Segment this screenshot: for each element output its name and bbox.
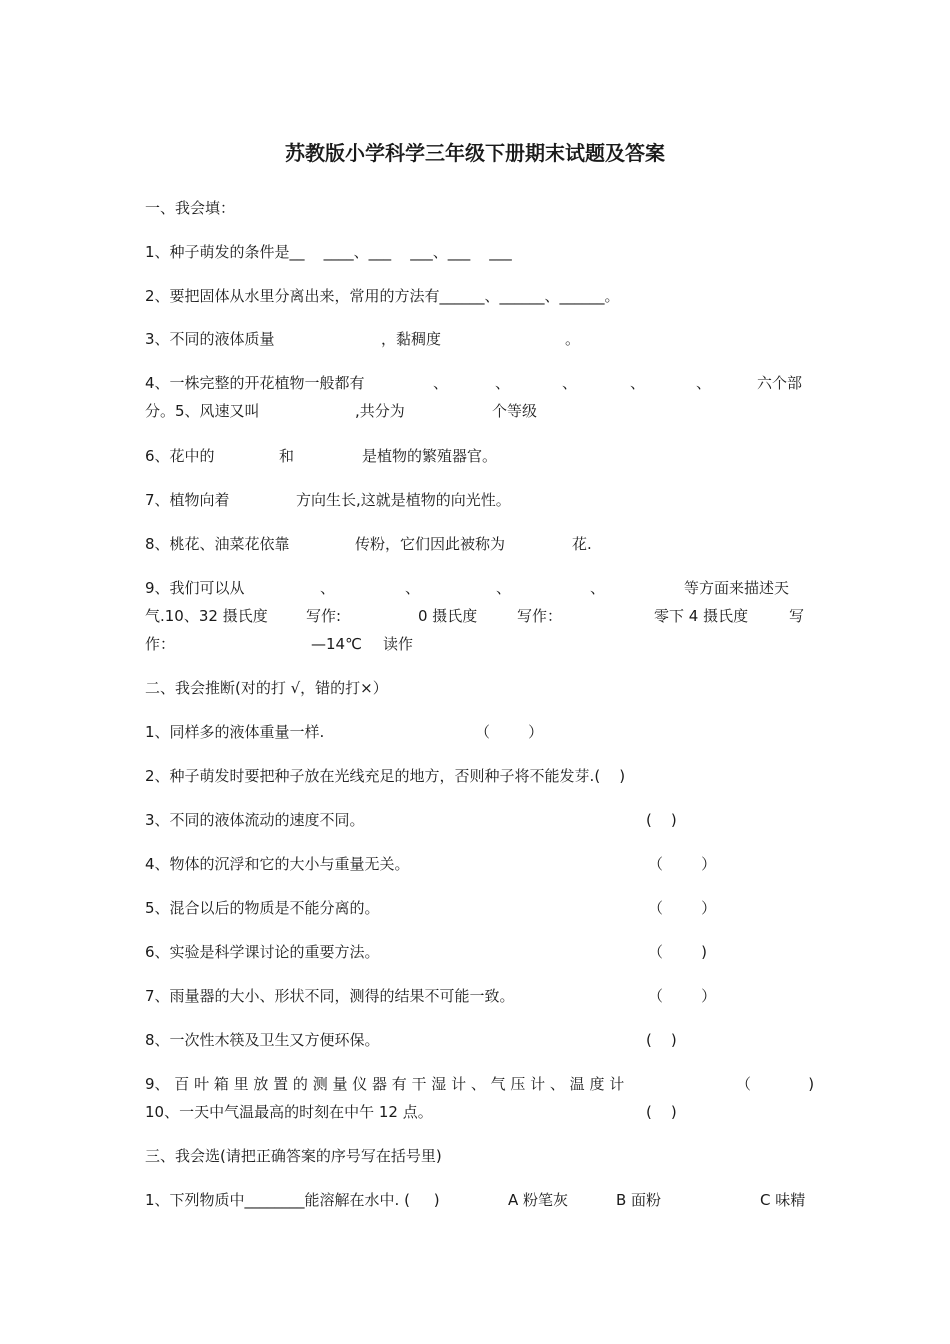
question-1-4-tail: 六个部 [757, 374, 803, 392]
question-1-10-e: 零下 4 摄氏度 [654, 607, 749, 625]
question-1-6-c: 是植物的繁殖器官。 [362, 447, 498, 465]
choice-option-b: B 面粉 [616, 1191, 662, 1209]
page-title: 苏教版小学科学三年级下册期末试题及答案 [285, 141, 665, 165]
judge-item-6: 6、实验是科学课讨论的重要方法。 [145, 943, 380, 961]
question-1-4-a: 4、一株完整的开花植物一般都有 [145, 374, 365, 392]
question-1-5-b: ,共分为 [355, 402, 405, 420]
judge-item-6-paren: （ ) [648, 943, 707, 961]
question-1-10b-a: 作： [145, 635, 176, 653]
question-1-7-a: 7、植物向着 [145, 491, 230, 509]
judge-item-3: 3、不同的液体流动的速度不同。 [145, 811, 365, 829]
question-1-4-sep4: 、 [630, 374, 646, 392]
question-1-4-sep2: 、 [495, 374, 511, 392]
choice-option-a: A 粉笔灰 [508, 1191, 569, 1209]
judge-item-5-paren: （ ） [648, 899, 717, 917]
question-1-6-a: 6、花中的 [145, 447, 215, 465]
judge-item-9-paren: （ ) [736, 1075, 815, 1093]
question-1-3-a: 3、不同的液体质量 [145, 330, 275, 348]
judge-item-8: 8、一次性木筷及卫生又方便环保。 [145, 1031, 380, 1049]
question-1-8-b: 传粉，它们因此被称为 [355, 535, 506, 553]
question-1-5-c: 个等级 [492, 402, 538, 420]
judge-item-7: 7、雨量器的大小、形状不同，测得的结果不可能一致。 [145, 987, 515, 1005]
question-1-4-sep3: 、 [562, 374, 578, 392]
question-1-9-sep2: 、 [405, 579, 421, 597]
question-1-8-a: 8、桃花、油菜花依靠 [145, 535, 290, 553]
question-1-10-c: 0 摄氏度 [418, 607, 478, 625]
question-1-10b-b: —14℃ [311, 635, 362, 653]
question-1-10-b: 写作: [306, 607, 342, 625]
question-1-10-a: 气.10、32 摄氏度 [145, 607, 268, 625]
judge-item-3-paren: ( ) [646, 811, 677, 829]
question-1-9-a: 9、我们可以从 [145, 579, 245, 597]
question-1-1: 1、种子萌发的条件是__ ____、___ ___、___ ___ [145, 243, 512, 261]
judge-item-9: 9、 百 叶 箱 里 放 置 的 测 量 仪 器 有 干 湿 计 、 气 压 计 、 温 度 计 [145, 1075, 625, 1093]
judge-item-10-paren: ( ) [646, 1103, 677, 1121]
question-1-4-sep1: 、 [433, 374, 449, 392]
question-1-7-b: 方向生长,这就是植物的向光性。 [296, 491, 511, 509]
choice-option-c: C 味精 [760, 1191, 806, 1209]
judge-item-5: 5、混合以后的物质是不能分离的。 [145, 899, 380, 917]
question-1-3-b: ，黏稠度 [381, 330, 442, 348]
question-1-5-a: 分。5、风速又叫 [145, 402, 260, 420]
judge-item-4-paren: （ ） [648, 855, 717, 873]
judge-item-1-paren: （ ） [475, 723, 544, 741]
question-1-10b-c: 读作 [383, 635, 414, 653]
question-1-10-d: 写作： [517, 607, 563, 625]
question-1-6-b: 和 [279, 447, 295, 465]
section3-heading: 三、我会选(请把正确答案的序号写在括号里) [145, 1147, 442, 1165]
choice-question-1: 1、下列物质中________能溶解在水中. ( ) [145, 1191, 440, 1209]
judge-item-8-paren: ( ) [646, 1031, 677, 1049]
question-1-2: 2、要把固体从水里分离出来，常用的方法有______、______、______。 [145, 287, 620, 305]
question-1-10-f: 写 [789, 607, 805, 625]
section1-heading: 一、我会填： [145, 199, 236, 217]
judge-item-2: 2、种子萌发时要把种子放在光线充足的地方，否则种子将不能发芽.( ) [145, 767, 626, 785]
question-1-9-sep1: 、 [320, 579, 336, 597]
question-1-3-c: 。 [565, 330, 581, 348]
judge-item-7-paren: （ ） [648, 987, 717, 1005]
question-1-9-sep3: 、 [496, 579, 512, 597]
section2-heading: 二、我会推断(对的打 √，错的打×） [145, 679, 388, 697]
question-1-8-c: 花. [572, 535, 592, 553]
question-1-9-sep4: 、 [590, 579, 606, 597]
judge-item-4: 4、物体的沉浮和它的大小与重量无关。 [145, 855, 410, 873]
judge-item-10: 10、一天中气温最高的时刻在中午 12 点。 [145, 1103, 433, 1121]
judge-item-1: 1、同样多的液体重量一样. [145, 723, 325, 741]
question-1-4-sep5: 、 [696, 374, 712, 392]
question-1-9-b: 等方面来描述天 [684, 579, 790, 597]
